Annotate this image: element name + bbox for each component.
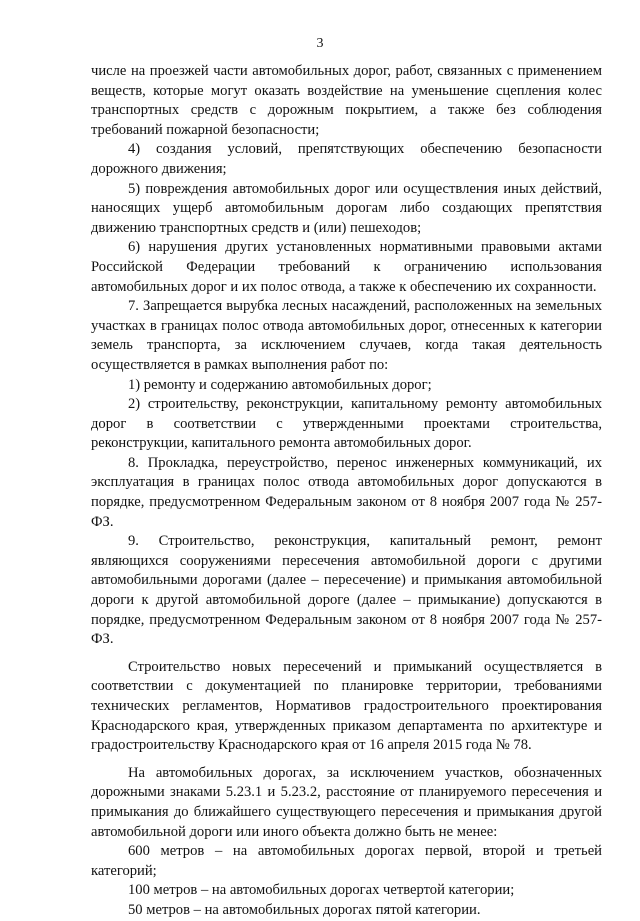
list-item-4: 4) создания условий, препятствующих обеспечению безопасности дорожного движения; bbox=[91, 141, 602, 177]
distance-item-50: 50 метров – на автомобильных дорогах пятой категории. bbox=[128, 901, 481, 918]
paragraph-new-intersections: Строительство новых пересечений и примыканий осуществляется в соответствии с документацией по планировке территории, требованиями технических регламентов, Нормативов градостроительного проектирования Краснодарского края, утвержденных приказом департамента по архитектуре и градостроительству Краснодарского края от 16 апреля 2015 года № 78. bbox=[91, 658, 602, 754]
list-item-6: 6) нарушения других установленных нормативными правовыми актами Российской Федерации требований к ограничению использования автомобильных дорог и их полос отвода, а также к обеспечению их сохранности. bbox=[91, 239, 602, 295]
distance-item-100: 100 метров – на автомобильных дорогах четвертой категории; bbox=[128, 882, 515, 899]
paragraph-distance-requirements: На автомобильных дорогах, за исключением участков, обозначенных дорожными знаками 5.23.1 и 5.23.2, расстояние от планируемого пересечения и примыкания до ближайшего существующего пересечения и примыкания другой автомобильной дороги или иного объекта должно быть не менее: bbox=[91, 764, 602, 840]
paragraph-continuation: числе на проезжей части автомобильных дорог, работ, связанных с применением веществ, которые могут оказать воздействие на уменьшение сцепления колес транспортных средств с дорожным покрытием, а также без соблюдения требований пожарной безопасности; bbox=[91, 63, 602, 138]
list-item-5: 5) повреждения автомобильных дорог или осуществления иных действий, наносящих ущерб автомобильным дорогам либо создающих препятствия движению транспортных средств и (или) пешеходов; bbox=[91, 180, 602, 236]
document-body bbox=[91, 62, 602, 921]
distance-item-600: 600 метров – на автомобильных дорогах первой, второй и третьей категорий; bbox=[91, 843, 602, 879]
clause-7-item-2: 2) строительству, реконструкции, капитальному ремонту автомобильных дорог в соответствии с утвержденными проектами строительства, реконструкции, капитального ремонта автомобильных дорог. bbox=[91, 396, 602, 452]
page-number: 3 bbox=[316, 36, 324, 51]
clause-7: 7. Запрещается вырубка лесных насаждений, расположенных на земельных участках в границах полос отвода автомобильных дорог, отнесенных к категории земель транспорта, за исключением случаев, когда такая деятельность осуществляется в рамках выполнения работ по: bbox=[91, 298, 602, 373]
clause-8: 8. Прокладка, переустройство, перенос инженерных коммуникаций, их эксплуатация в границах полос отвода автомобильных дорог допускаются в порядке, предусмотренном Федеральным законом от 8 ноября 2007 года № 257-ФЗ. bbox=[91, 454, 602, 530]
clause-9: 9. Строительство, реконструкция, капитальный ремонт, ремонт являющихся сооружениями пересечения автомобильной дороги с другими автомобильными дорогами (далее – пересечение) и примыкания автомобильной дороги к другой автомобильной дороге (далее – примыкание) допускаются в порядке, предусмотренном Федеральным законом от 8 ноября 2007 года № 257-ФЗ. bbox=[91, 533, 602, 648]
clause-7-item-1: 1) ремонту и содержанию автомобильных дорог; bbox=[128, 376, 432, 393]
